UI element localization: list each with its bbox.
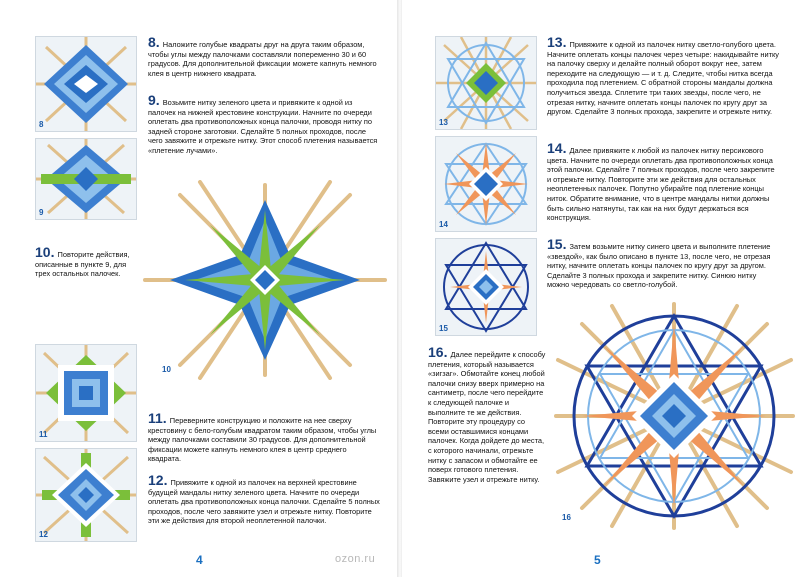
photo-number: 12 bbox=[39, 530, 48, 539]
step-16 bbox=[428, 344, 546, 484]
step-15-photo bbox=[435, 238, 537, 336]
photo-number: 8 bbox=[39, 120, 44, 129]
step-11-photo bbox=[35, 344, 137, 442]
photo-number: 10 bbox=[162, 365, 171, 374]
step-number: 9. bbox=[148, 92, 160, 108]
mandala-green-cross-image bbox=[36, 449, 136, 541]
step-13 bbox=[547, 34, 779, 117]
right-page bbox=[402, 0, 800, 577]
mandala-navy-star-image bbox=[436, 239, 536, 335]
photo-number: 11 bbox=[39, 430, 48, 439]
step-16-photo bbox=[552, 300, 797, 532]
mandala-light-blue-star-image bbox=[436, 37, 536, 129]
step-number: 14. bbox=[547, 140, 567, 156]
step-text: Переверните конструкцию и положите на нее сверху крестовину с бело-голубым квадратом таким образом, чтобы углы между палочками составили 30 градусов. Для дополнительной фиксации можете капнуть немного клея в центр среднего квадрата. bbox=[148, 416, 377, 464]
step-text: Привяжите к одной из палочек нитку светло-голубого цвета. Начните оплетать концы палочек через четыре: накидывайте нитку на палочку сверху и делайте полный оборот вокруг нее, затем переходите на следующую — и т. д. Следите, чтобы нитка всегда проходила под плетением. С обратной стороны мандалы должна получиться звезда. Сплетите три таких звезды, после чего, не отрезая нитку, начните оплетать концы палочек по кругу друг за другом. Сделайте 3 полных прохода, закрепите и отрежьте нитку. bbox=[547, 40, 779, 117]
step-number: 8. bbox=[148, 34, 160, 50]
step-text: Возьмите нитку зеленого цвета и привяжите к одной из палочек на нижней крестовине конструкции. Начните по очереди оплетать два противоположных конца палочки, проводя нитку по задней стороне заготовки. Сделайте 5 полных проходов, после чего завяжите и отрежьте нитку. Этот способ плетения называется «плетение лучами». bbox=[148, 98, 378, 155]
mandala-white-square-image bbox=[36, 345, 136, 441]
step-14 bbox=[547, 140, 779, 223]
step-15 bbox=[547, 236, 779, 290]
step-text: Привяжите к одной из палочек на верхней крестовине будущей мандалы нитку зеленого цвета. Начните по очереди оплетать два противоположных конца палочки. Сделайте 5 полных проходов, после чего завяжите узел и отрежьте нитку. Повторите эти же действия для второй неоплетенной палочки. bbox=[148, 478, 380, 526]
step-text: Наложите голубые квадраты друг на друга таким образом, чтобы углы между палочками составляли попеременно 30 и 60 градусов. Для дополнительной фиксации можете капнуть немного клея в центр нижнего квадрата. bbox=[148, 40, 377, 78]
step-number: 15. bbox=[547, 236, 567, 252]
photo-number: 16 bbox=[562, 513, 571, 522]
mandala-green-star-image bbox=[140, 180, 390, 380]
photo-number: 13 bbox=[439, 118, 448, 127]
left-page bbox=[0, 0, 398, 577]
step-8-photo bbox=[35, 36, 137, 132]
mandala-blue-squares-image bbox=[36, 37, 136, 131]
step-text: Повторите действия, описанные в пункте 9, для трех остальных палочек. bbox=[35, 250, 130, 279]
step-9 bbox=[148, 92, 380, 156]
photo-number: 15 bbox=[439, 324, 448, 333]
mandala-green-rays-image bbox=[36, 139, 136, 219]
step-text: Затем возьмите нитку синего цвета и выполните плетение «звездой», как было описано в пункте 13, после чего, не отрезая нитку, начните оплетать концы палочек по кругу друг за другом. Сделайте 3 полных прохода и закрепите нитку. Синюю нитку можно чередовать со светло-голубой. bbox=[547, 242, 771, 290]
step-9-photo bbox=[35, 138, 137, 220]
mandala-finished-image bbox=[552, 300, 797, 532]
step-number: 13. bbox=[547, 34, 567, 50]
step-8 bbox=[148, 34, 380, 78]
step-10 bbox=[35, 244, 135, 279]
page-number-right: 5 bbox=[594, 553, 601, 567]
step-text: Далее перейдите к способу плетения, который называется «зигзаг». Обмотайте конец любой палочки снизу вверх примерно на сантиметр, после чего перейдите к следующей палочке и выполните те же действия. Повторите эту процедуру со всеми оставшимися концами палочек. Когда дойдете до места, с которого начинали, отрежьте нитку с запасом и обмотайте ее поверх готового плетения. Завяжите узел и отрежьте нитку. bbox=[428, 350, 546, 484]
step-number: 11. bbox=[148, 410, 167, 426]
step-10-photo bbox=[140, 180, 390, 380]
photo-number: 14 bbox=[439, 220, 448, 229]
step-number: 10. bbox=[35, 244, 55, 260]
step-number: 16. bbox=[428, 344, 448, 360]
mandala-peach-rays-image bbox=[436, 137, 536, 231]
step-12-photo bbox=[35, 448, 137, 542]
step-11 bbox=[148, 410, 380, 464]
step-13-photo bbox=[435, 36, 537, 130]
photo-number: 9 bbox=[39, 208, 44, 217]
step-12 bbox=[148, 472, 380, 526]
step-number: 12. bbox=[148, 472, 168, 488]
page-number-left: 4 bbox=[196, 553, 203, 567]
step-14-photo bbox=[435, 136, 537, 232]
watermark: ozon.ru bbox=[335, 553, 376, 565]
step-text: Далее привяжите к любой из палочек нитку персикового цвета. Начните по очереди оплетать два противоположных конца этой палочки. Сделайте 7 полных проходов, после чего закрепите и отрежьте нитку. Повторите эти же действия для остальных неоплетенных палочек. Попутно убирайте под плетение концы ниток. Обратите внимание, что в центре мандалы нитки должны быть сильно натянуты, так как на них будут держаться вся конструкция. bbox=[547, 146, 775, 223]
